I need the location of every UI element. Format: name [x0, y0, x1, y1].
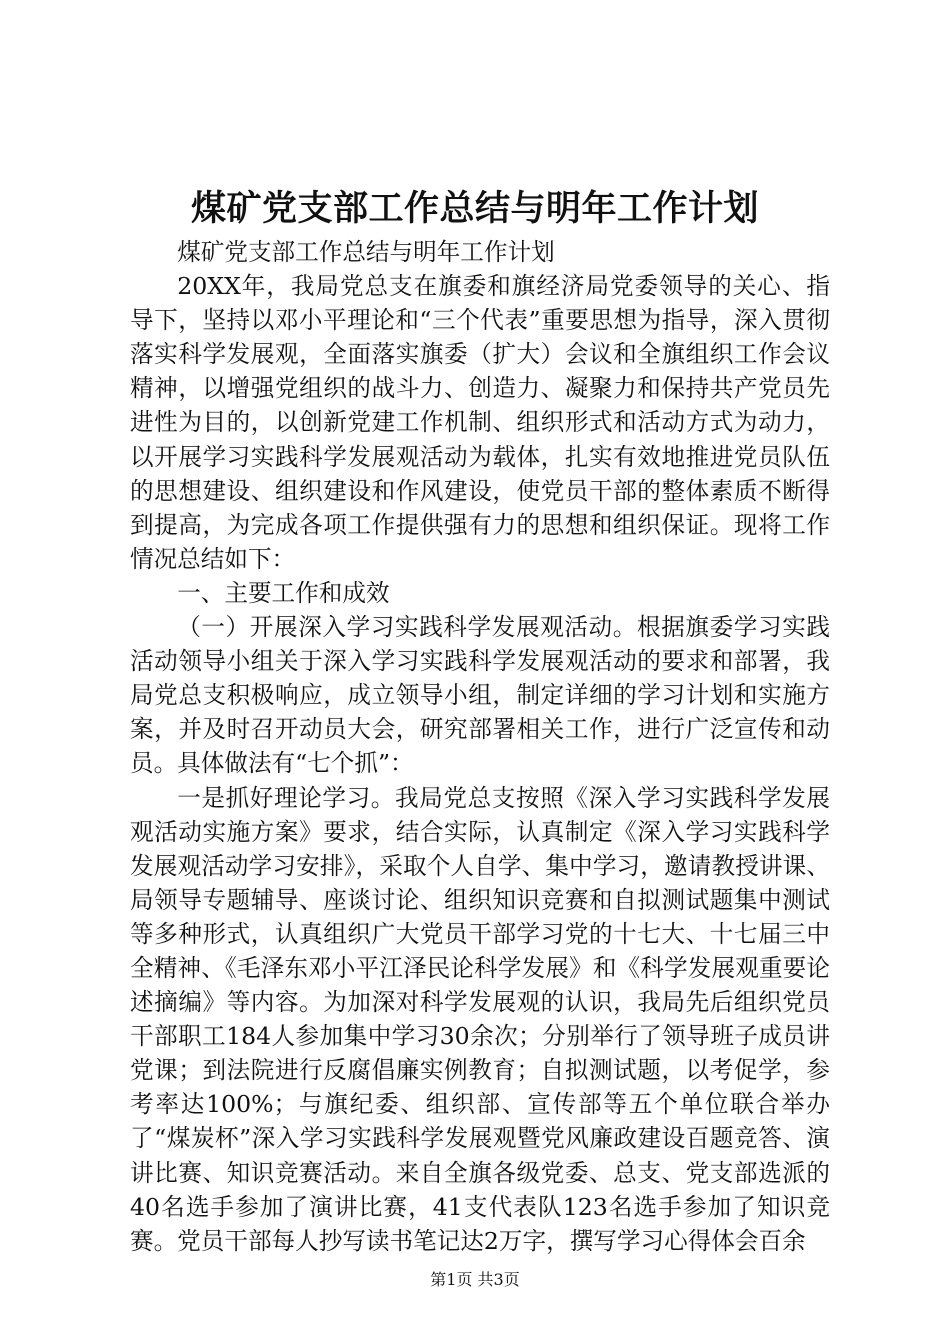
- section-heading-main-work: 一、主要工作和成效: [177, 578, 390, 607]
- body-paragraph-intro: 20XX年，我局党总支在旗委和旗经济局党委领导的关心、指导下，坚持以邓小平理论和“三个代表”重要思想为指导，深入贯彻落实科学发展观，全面落实旗委（扩大）会议和全旗组织工作会议精神，以增强党组织的战斗力、创造力、凝聚力和保持共产党员先进性为目的，以创新党建工作机制、组织形式和活动方式为动力，以开展学习实践科学发展观活动为载体，扎实有效地推进党员队伍的思想建设、组织建设和作风建设，使党员干部的整体素质不断得到提高，为完成各项工作提供强有力的思想和组织保证。现将工作情况总结如下：: [130, 272, 830, 573]
- document-title: 煤矿党支部工作总结与明年工作计划: [190, 188, 759, 229]
- body-paragraph-subtitle: 煤矿党支部工作总结与明年工作计划: [177, 238, 555, 266]
- document-body: [130, 235, 830, 1258]
- body-paragraph-theory-study: 一是抓好理论学习。我局党总支按照《深入学习实践科学发展观活动实施方案》要求，结合实际，认真制定《深入学习实践科学发展观活动学习安排》，采取个人自学、集中学习，邀请教授讲课、局领导专题辅导、座谈讨论、组织知识竞赛和自拟测试题集中测试等多种形式，认真组织广大党员干部学习党的十七大、十七届三中全精神、《毛泽东邓小平江泽民论科学发展》和《科学发展观重要论述摘编》等内容。为加深对科学发展观的认识，我局先后组织党员干部职工184人参加集中学习30余次；分别举行了领导班子成员讲党课；到法院进行反腐倡廉实例教育；自拟测试题，以考促学，参考率达100%；与旗纪委、组织部、宣传部等五个单位联合举办了“煤炭杯”深入学习实践科学发展观暨党风廉政建设百题竞答、演讲比赛、知识竞赛活动。来自全旗各级党委、总支、党支部选派的40名选手参加了演讲比赛，41支代表队123名选手参加了知识竞赛。党员干部每人抄写读书笔记达2万字，撰写学习心得体会百余: [130, 783, 830, 1255]
- body-paragraph-study-activity: （一）开展深入学习实践科学发展观活动。根据旗委学习实践活动领导小组关于深入学习实践科学发展观活动的要求和部署，我局党总支积极响应，成立领导小组，制定详细的学习计划和实施方案，并及时召开动员大会，研究部署相关工作，进行广泛宣传和动员。具体做法有“七个抓”：: [130, 613, 830, 778]
- page-number-footer: 第1页 共3页: [430, 1270, 520, 1289]
